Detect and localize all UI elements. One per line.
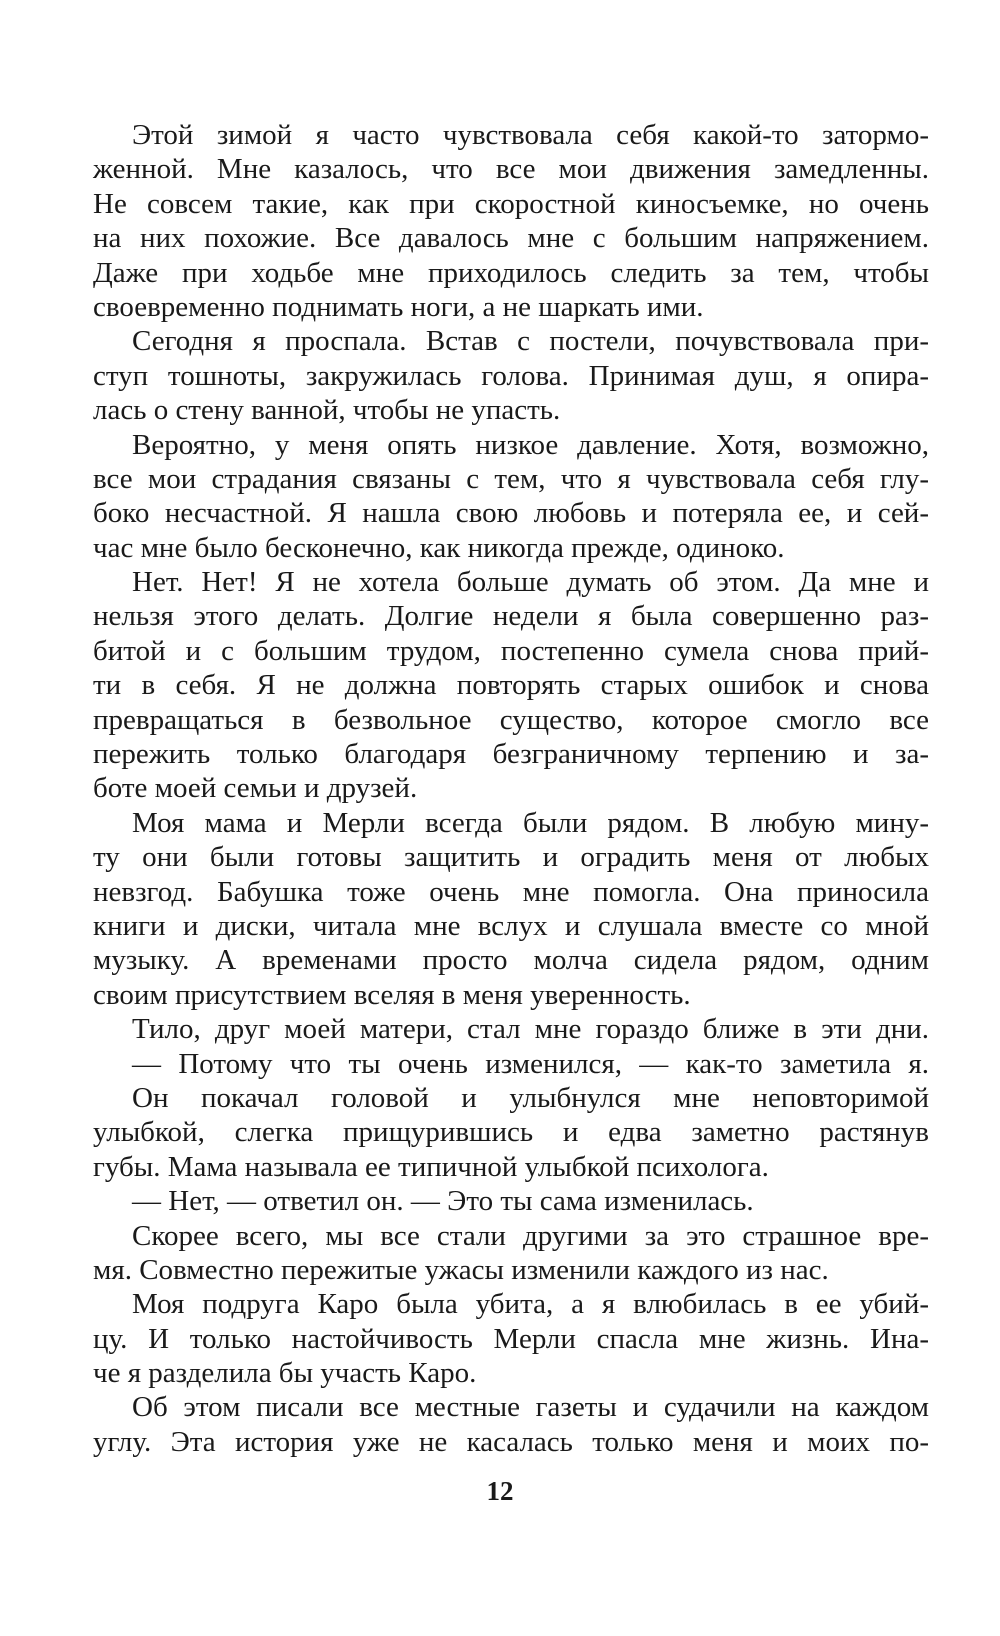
text-line: цу. И только настойчивость Мерли спасла мне жизнь. Ина- <box>93 1322 929 1355</box>
text-line: Об этом писали все местные газеты и судачили на каждом <box>132 1391 929 1424</box>
text-line: ступ тошноты, закружилась голова. Принимая душ, я опира- <box>93 359 929 392</box>
page-number: 12 <box>486 1476 514 1506</box>
text-line: час мне было бесконечно, как никогда прежде, одиноко. <box>93 531 785 564</box>
text-line: улыбкой, слегка прищурившись и едва заметно растянув <box>93 1116 929 1149</box>
text-line: невзгод. Бабушка тоже очень мне помогла. Она приносила <box>93 875 929 908</box>
text-line: своевременно поднимать ноги, а не шаркать ими. <box>93 290 704 323</box>
text-line: Нет. Нет! Я не хотела больше думать об этом. Да мне и <box>132 566 929 599</box>
text-line: лась о стену ванной, чтобы не упасть. <box>93 394 561 427</box>
text-line: Сегодня я проспала. Встав с постели, почувствовала при- <box>132 325 929 358</box>
text-line: превращаться в безвольное существо, которое смогло все <box>93 703 929 736</box>
text-line: Скорее всего, мы все стали другими за это страшное вре- <box>132 1219 929 1252</box>
text-line: Он покачал головой и улыбнулся мне неповторимой <box>132 1081 929 1114</box>
text-line: — Потому что ты очень изменился, — как-то заметила я. <box>132 1047 929 1080</box>
text-line: женной. Мне казалось, что все мои движения замедленны. <box>93 153 929 186</box>
text-line: книги и диски, читала мне вслух и слушала вместе со мной <box>93 909 929 942</box>
text-line: Даже при ходьбе мне приходилось следить за тем, чтобы <box>93 256 929 289</box>
body-text <box>93 118 929 1459</box>
text-line: боте моей семьи и друзей. <box>93 772 418 805</box>
text-line: Моя подруга Каро была убита, а я влюбилась в ее убий- <box>132 1288 929 1321</box>
text-line: все мои страдания связаны с тем, что я чувствовала себя глу- <box>93 462 929 495</box>
text-line: ти в себя. Я не должна повторять старых ошибок и снова <box>93 669 929 702</box>
text-line: музыку. А временами просто молча сидела рядом, одним <box>93 944 929 977</box>
text-line: пережить только благодаря безграничному терпению и за- <box>93 738 929 771</box>
text-line: Вероятно, у меня опять низкое давление. Хотя, возможно, <box>132 428 929 461</box>
text-line: своим присутствием вселяя в меня уверенность. <box>93 978 691 1011</box>
text-line: че я разделила бы участь Каро. <box>93 1357 477 1390</box>
text-line: ту они были готовы защитить и оградить меня от любых <box>93 841 929 874</box>
text-line: губы. Мама называла ее типичной улыбкой психолога. <box>93 1150 769 1183</box>
text-line: углу. Эта история уже не касалась только меня и моих по- <box>93 1425 929 1458</box>
text-line: Не совсем такие, как при скоростной киносъемке, но очень <box>93 187 929 220</box>
text-line: Моя мама и Мерли всегда были рядом. В любую мину- <box>132 806 929 839</box>
text-line: битой и с большим трудом, постепенно сумела снова прий- <box>93 634 929 667</box>
text-line: нельзя этого делать. Долгие недели я была совершенно раз- <box>93 600 929 633</box>
text-line: Этой зимой я часто чувствовала себя какой-то затормо- <box>132 119 929 151</box>
text-line: — Нет, — ответил он. — Это ты сама изменилась. <box>132 1185 754 1218</box>
text-line: боко несчастной. Я нашла свою любовь и потеряла ее, и сей- <box>93 497 929 530</box>
text-line: мя. Совместно пережитые ужасы изменили каждого из нас. <box>93 1253 829 1286</box>
text-line: на них похожие. Все давалось мне с большим напряжением. <box>93 222 929 255</box>
text-line: Тило, друг моей матери, стал мне гораздо ближе в эти дни. <box>132 1013 929 1046</box>
